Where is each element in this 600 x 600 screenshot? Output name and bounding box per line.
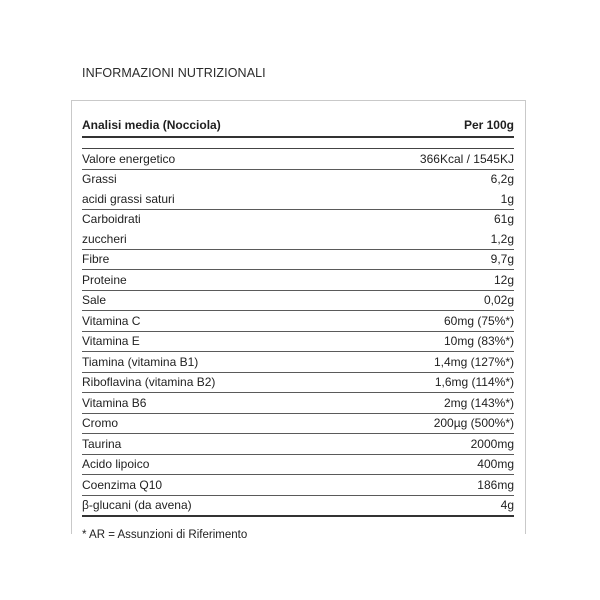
nutrient-value: 60mg (75%*) [443, 313, 514, 328]
nutrient-name: zuccheri [82, 231, 127, 246]
nutrient-value: 6,2g [490, 172, 514, 187]
table-row [82, 434, 514, 455]
nutrient-name: Grassi [82, 172, 117, 187]
nutrition-table [82, 114, 514, 541]
nutrient-value: 400mg [477, 457, 514, 472]
nutrient-name: Taurina [82, 436, 122, 451]
nutrient-value: 1,2g [490, 231, 514, 246]
nutrient-name: Fibre [82, 252, 110, 267]
nutrient-value: 186mg [477, 477, 514, 492]
table-row [82, 455, 514, 476]
nutrient-name: Vitamina E [82, 334, 140, 349]
section-title: INFORMAZIONI NUTRIZIONALI [82, 66, 266, 80]
nutrient-value: 10mg (83%*) [443, 334, 514, 349]
footnote: * AR = Assunzioni di Riferimento [82, 529, 248, 541]
table-row [82, 291, 514, 312]
table-row [82, 210, 514, 230]
nutrient-value: 4g [500, 498, 514, 513]
header-label: Analisi media (Nocciola) [82, 118, 221, 132]
table-row [82, 332, 514, 353]
nutrition-panel [71, 100, 526, 541]
table-row [82, 352, 514, 373]
table-row [82, 170, 514, 190]
nutrient-value: 12g [493, 272, 514, 287]
nutrient-rows [82, 149, 514, 517]
nutrient-value: 200µg (500%*) [433, 416, 514, 431]
nutrient-name: Riboflavina (vitamina B2) [82, 375, 216, 390]
table-header [82, 114, 514, 138]
table-row [82, 311, 514, 332]
nutrient-name: Carboidrati [82, 212, 141, 227]
nutrient-name: Vitamina C [82, 313, 141, 328]
table-row [82, 393, 514, 414]
table-row [82, 250, 514, 271]
nutrient-name: Coenzima Q10 [82, 477, 163, 492]
table-row [82, 189, 514, 210]
nutrient-value: 0,02g [483, 293, 514, 308]
nutrient-name: acidi grassi saturi [82, 191, 175, 206]
nutrient-value: 1g [500, 191, 514, 206]
nutrient-value: 61g [493, 212, 514, 227]
table-row [82, 373, 514, 394]
nutrient-value: 2000mg [470, 436, 514, 451]
nutrient-value: 9,7g [490, 252, 514, 267]
nutrient-value: 366Kcal / 1545KJ [419, 151, 514, 166]
table-row [82, 229, 514, 250]
table-row [82, 496, 514, 518]
nutrient-name: Vitamina B6 [82, 395, 147, 410]
nutrient-name: Acido lipoico [82, 457, 150, 472]
table-row [82, 149, 514, 170]
nutrient-name: Proteine [82, 272, 127, 287]
nutrient-name: Valore energetico [82, 151, 176, 166]
nutrient-name: β-glucani (da avena) [82, 498, 192, 513]
nutrient-name: Sale [82, 293, 107, 308]
table-row [82, 414, 514, 435]
table-row [82, 270, 514, 291]
nutrient-value: 1,4mg (127%*) [433, 354, 514, 369]
nutrient-value: 2mg (143%*) [443, 395, 514, 410]
nutrient-name: Tiamina (vitamina B1) [82, 354, 199, 369]
header-unit: Per 100g [463, 118, 514, 132]
nutrient-value: 1,6mg (114%*) [434, 375, 514, 390]
table-row [82, 475, 514, 496]
header-spacer [82, 138, 514, 149]
nutrient-name: Cromo [82, 416, 119, 431]
